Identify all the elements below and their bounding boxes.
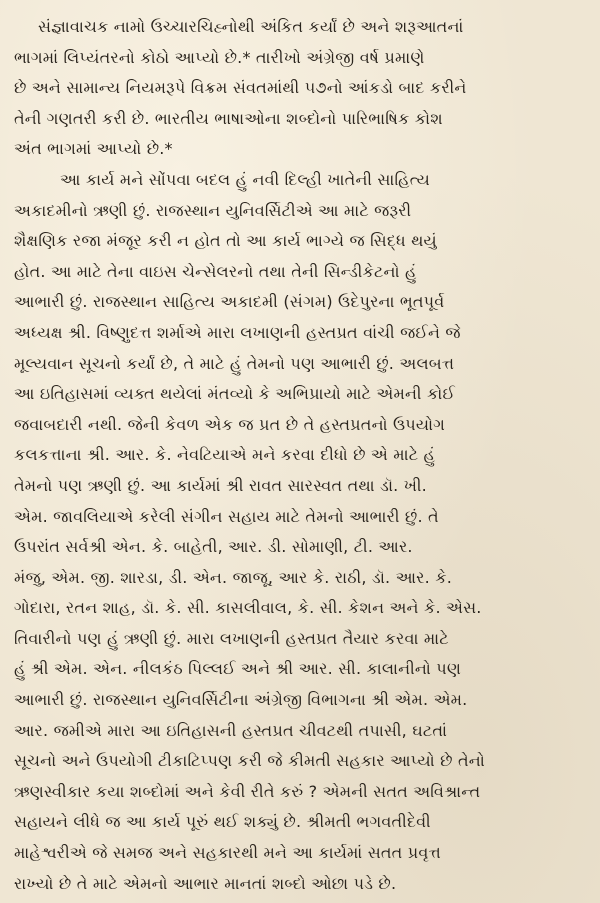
text-line: અધ્યક્ષ શ્રી. વિષ્ણુદત્ત શર્માએ મારા લખાણની હસ્તપ્રત વાંચી જઈને જે [14, 322, 461, 342]
text-line: જવાબદારી નથી. જેની કેવળ એક જ પ્રત છે તે હસ્તપ્રતનો ઉપયોગ [14, 414, 446, 434]
text-line: ઉપરાંત સર્વશ્રી એન. કે. બાહેતી, આર. ડી. સોમાણી, ટી. આર. [14, 537, 413, 557]
text-line: સહાયને લીધે જ આ કાર્ય પૂરું થઈ શક્યું છે. શ્રીમતી ભગવતીદેવી [14, 812, 431, 832]
text-line: માહેશ્વરીએ જે સમજ અને સહકારથી મને આ કાર્યમાં સતત પ્રવૃત્ત [14, 843, 441, 863]
text-line: તેની ગણતરી કરી છે. ભારતીય ભાષાઓના શબ્દોનો પારિભાષિક કોશ [14, 108, 443, 128]
text-line: ગોદારા, રતન શાહ, ડૉ. કે. સી. કાસલીવાલ, કે. સી. કેશન અને કે. એસ. [14, 598, 482, 618]
text-line: આર. જમીએ મારા આ ઇતિહાસની હસ્તપ્રત ચીવટથી તપાસી, ઘટતાં [14, 720, 448, 740]
text-line: સૂચનો અને ઉપયોગી ટીકાટિપ્પણ કરી જે કીમતી સહકાર આપ્યો છે તેનો [14, 751, 485, 771]
text-line: શૈક્ષણિક રજા મંજૂર કરી ન હોત તો આ કાર્ય ભાગ્યે જ સિદ્ધ થયું [14, 231, 437, 251]
paragraph-start: આ કાર્ય મને સોંપવા બદલ હું નવી દિલ્હી ખાતેની સાહિત્ય [60, 169, 430, 189]
text-line: મૂલ્યવાન સૂચનો કર્યાં છે, તે માટે હું તેમનો પણ આભારી છું. અલબત્ત [14, 353, 455, 373]
text-line: ઋણસ્વીકાર કયા શબ્દોમાં અને કેવી રીતે કરું ? એમની સતત અવિશ્રાન્ત [14, 781, 481, 801]
text-line: તિવારીનો પણ હું ઋણી છું. મારા લખાણની હસ્તપ્રત તૈયાર કરવા માટે [14, 628, 449, 648]
text-line: રાખ્યો છે તે માટે એમનો આભાર માનતાં શબ્દો ઓછા પડે છે. [14, 873, 397, 893]
text-line: હોત. આ માટે તેના વાઇસ ચેન્સેલરનો તથા તેની સિન્ડીકેટનો હું [14, 261, 417, 281]
text-line: આભારી છું. રાજસ્થાન યુનિવર્સિટીના અંગ્રેજી વિભાગના શ્રી એમ. એમ. [14, 690, 468, 710]
body-text [14, 12, 590, 899]
text-line: હું શ્રી એમ. એન. નીલકંઠ પિલ્લઈ અને શ્રી આર. સી. કાલાનીનો પણ [14, 659, 461, 679]
text-line: ભાગમાં લિપ્યંતરનો કોઠો આપ્યો છે.* તારીખો અંગ્રેજી વર્ષ પ્રમાણે [14, 47, 425, 67]
text-line: કલકત્તાના શ્રી. આર. કે. નેવટિયાએ મને કરવા દીધો છે એ માટે હું [14, 445, 436, 465]
text-line: તેમનો પણ ઋણી છું. આ કાર્યમાં શ્રી રાવત સારસ્વત તથા ડૉ. ખી. [14, 475, 427, 495]
text-line: એમ. જાવલિયાએ કરેલી સંગીન સહાય માટે તેમનો આભારી છું. તે [14, 506, 439, 526]
text-line: મંજુ, એમ. જી. શારડા, ડી. એન. જાજૂ, આર કે. રાઠી, ડૉ. આર. કે. [14, 567, 452, 587]
text-line: આભારી છું. રાજસ્થાન સાહિત્ય અકાદમી (સંગમ) ઉદેપુરના ભૂતપૂર્વ [14, 292, 445, 312]
text-line: સંજ્ઞાવાચક નામો ઉચ્ચારચિહ્નોથી અંકિત કર્યાં છે અને શરૂઆતનાં [38, 17, 464, 36]
text-line: આ ઇતિહાસમાં વ્યક્ત થયેલાં મંતવ્યો કે અભિપ્રાયો માટે એમની કોઈ [14, 384, 456, 404]
text-line: અંત ભાગમાં આપ્યો છે.* [14, 139, 173, 159]
text-line: છે અને સામાન્ય નિયમરૂપે વિક્રમ સંવતમાંથી ૫૭નો આંકડો બાદ કરીને [14, 78, 467, 98]
text-line: અકાદમીનો ઋણી છું. રાજસ્થાન યુનિવર્સિટીએ આ માટે જરૂરી [14, 200, 412, 220]
